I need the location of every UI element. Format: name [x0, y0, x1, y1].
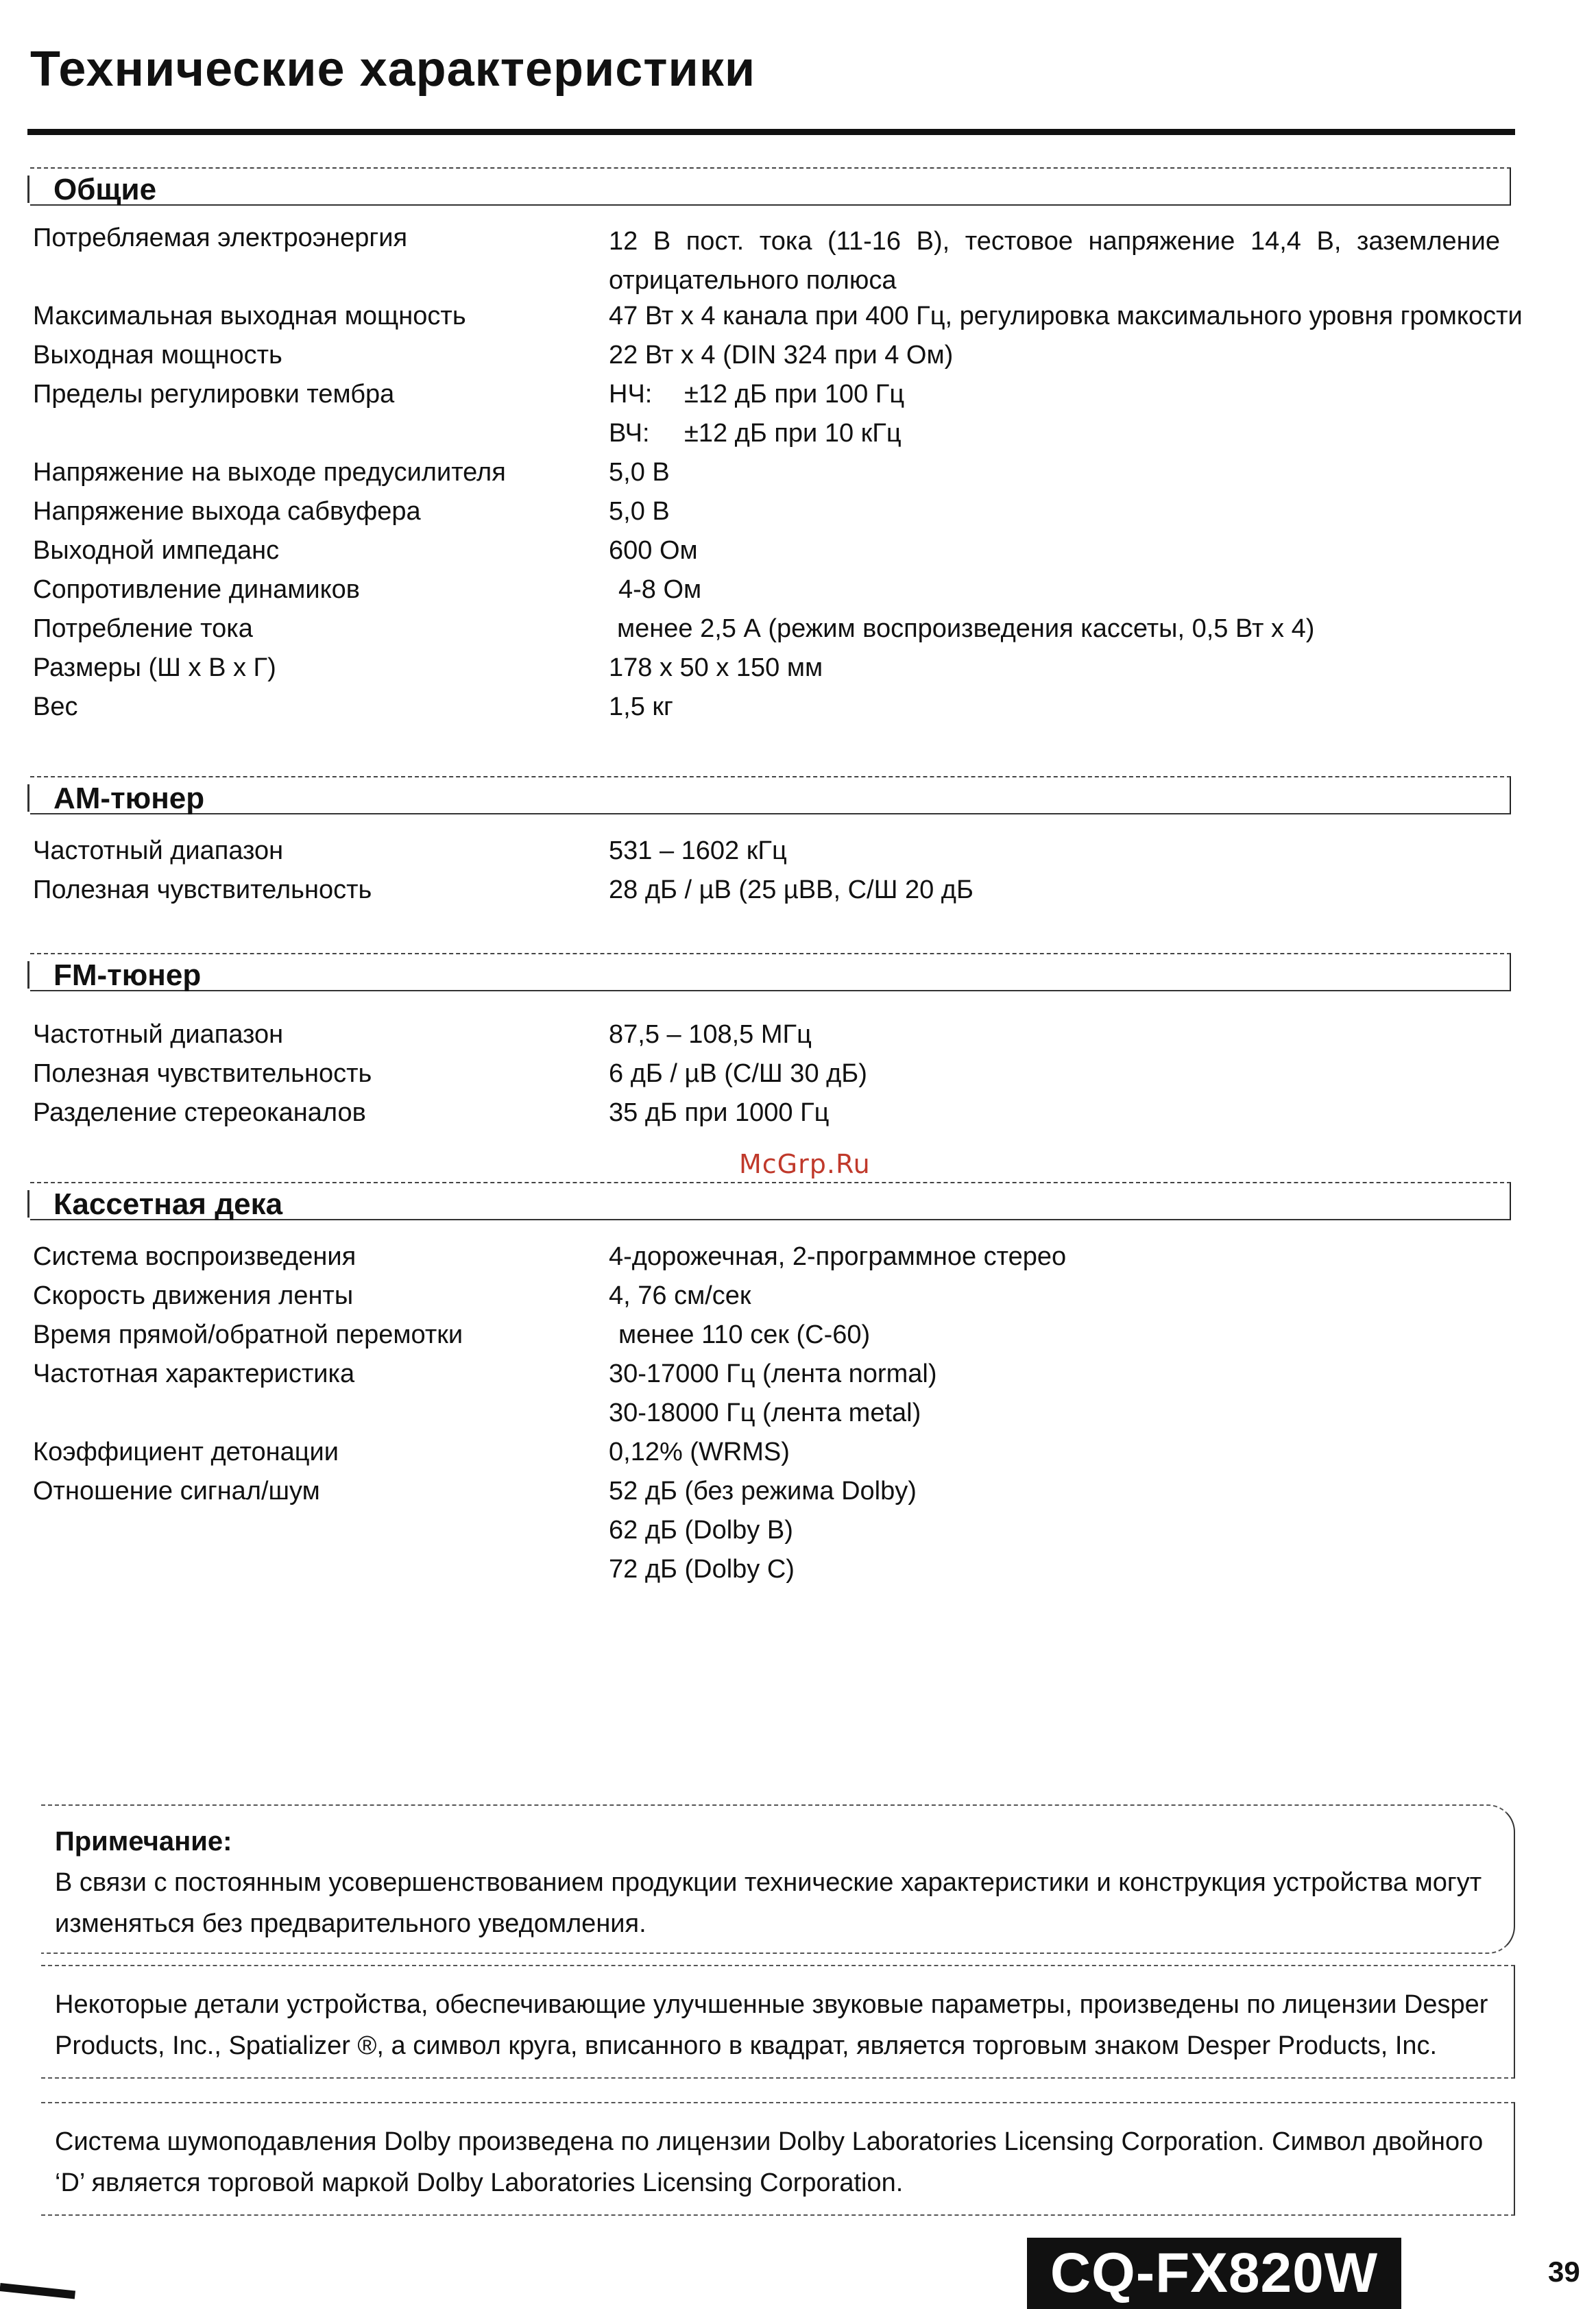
spec-label: Напряжение выхода сабвуфера — [33, 497, 421, 526]
desper-license-box — [41, 1965, 1515, 2079]
bass-label: НЧ: — [609, 380, 653, 409]
spec-row-wind-time — [0, 1320, 1596, 1359]
spec-row-frequency-response-metal — [0, 1399, 1596, 1437]
spec-label: Отношение сигнал/шум — [33, 1477, 320, 1506]
spec-label: Напряжение на выходе предусилителя — [33, 458, 506, 487]
treble-label: ВЧ: — [609, 419, 650, 448]
spec-row-current-drain — [0, 614, 1596, 653]
spec-value: 5,0 В — [609, 458, 670, 487]
spec-value: 35 дБ при 1000 Гц — [609, 1098, 830, 1127]
spec-label: Максимальная выходная мощность — [33, 302, 466, 330]
spec-row-snr-dolby-c — [0, 1555, 1596, 1593]
spec-label: Выходная мощность — [33, 341, 282, 370]
title-rule — [27, 129, 1515, 135]
spec-label: Время прямой/обратной перемотки — [33, 1320, 463, 1349]
spec-row-tone-treble — [0, 419, 1596, 457]
spec-value: 28 дБ / µВ (25 µВВ, С/Ш 20 дБ — [609, 875, 974, 904]
desper-license-text: Некоторые детали устройства, обеспечивающие улучшенные звуковые параметры, произведены по лицензии Desper Products, Inc., Spatializer ®, а символ круга, вписанного в квадрат, является торговым знаком Desper Products, Inc. — [55, 1990, 1488, 2060]
section-general-header — [30, 167, 1511, 206]
spec-row-max-output — [0, 302, 1596, 340]
spec-row-am-frequency — [0, 836, 1596, 875]
spec-row-snr — [0, 1477, 1596, 1515]
spec-value: 47 Вт х 4 канала при 400 Гц, регулировка максимального уровня громкости — [609, 302, 1523, 330]
treble-value: ±12 дБ при 10 кГц — [684, 419, 902, 448]
spec-row-output-impedance — [0, 536, 1596, 575]
corner-mark — [0, 2283, 75, 2299]
spec-row-wow-flutter — [0, 1438, 1596, 1476]
note-title: Примечание: — [55, 1826, 232, 1857]
spec-value: менее 110 сек (С-60) — [618, 1320, 871, 1349]
spec-row-preamp-out — [0, 458, 1596, 496]
spec-value: 52 дБ (без режима Dolby) — [609, 1477, 917, 1506]
spec-label: Вес — [33, 692, 78, 721]
section-cassette-title: Кассетная дека — [53, 1187, 283, 1221]
spec-label: Потребляемая электроэнергия — [33, 223, 408, 252]
spec-row-fm-frequency — [0, 1020, 1596, 1059]
page-title: Технические характеристики — [30, 42, 756, 97]
spec-label: Частотный диапазон — [33, 836, 284, 865]
spec-value: 178 х 50 х 150 мм — [609, 653, 823, 682]
watermark: McGrp.Ru — [739, 1149, 871, 1179]
spec-label: Система воспроизведения — [33, 1242, 356, 1271]
spec-value: 30-17000 Гц (лента normal) — [609, 1359, 937, 1388]
spec-value: 4-8 Ом — [618, 575, 702, 604]
spec-label: Частотный диапазон — [33, 1020, 284, 1049]
dolby-license-box — [41, 2102, 1515, 2216]
spec-row-fm-separation — [0, 1098, 1596, 1137]
spec-label: Размеры (Ш х В х Г) — [33, 653, 276, 682]
spec-value: 72 дБ (Dolby C) — [609, 1555, 795, 1584]
spec-label: Пределы регулировки тембра — [33, 380, 395, 409]
note-box — [41, 1804, 1515, 1954]
section-fm-header — [30, 953, 1511, 991]
spec-row-weight — [0, 692, 1596, 731]
spec-value: 5,0 В — [609, 497, 670, 526]
model-badge: CQ-FX820W — [1027, 2238, 1401, 2309]
spec-value: 600 Ом — [609, 536, 698, 565]
spec-value: 4-дорожечная, 2-программное стерео — [609, 1242, 1067, 1271]
note-text: В связи с постоянным усовершенствованием продукции технические характеристики и конструкция устройства могут изменяться без предварительного уведомления. — [55, 1868, 1482, 1938]
section-general-title: Общие — [53, 173, 157, 206]
spec-label: Выходной импеданс — [33, 536, 280, 565]
spec-label: Коэффициент детонации — [33, 1438, 339, 1466]
spec-row-dimensions — [0, 653, 1596, 692]
section-am-header — [30, 776, 1511, 814]
spec-value: 4, 76 см/сек — [609, 1281, 751, 1310]
spec-value: 62 дБ (Dolby B) — [609, 1516, 793, 1545]
spec-value: 22 Вт х 4 (DIN 324 при 4 Ом) — [609, 341, 954, 370]
spec-value: 87,5 – 108,5 МГц — [609, 1020, 812, 1049]
spec-row-am-sensitivity — [0, 875, 1596, 914]
spec-row-output-power — [0, 341, 1596, 379]
spec-value: 1,5 кг — [609, 692, 673, 721]
spec-row-fm-sensitivity — [0, 1059, 1596, 1098]
page-number: 39 — [1548, 2256, 1580, 2288]
spec-label: Потребление тока — [33, 614, 253, 643]
spec-label: Сопротивление динамиков — [33, 575, 360, 604]
spec-value: 30-18000 Гц (лента metal) — [609, 1399, 921, 1427]
spec-row-snr-dolby-b — [0, 1516, 1596, 1554]
spec-row-playback-system — [0, 1242, 1596, 1281]
spec-value: 0,12% (WRMS) — [609, 1438, 790, 1466]
spec-value: менее 2,5 А (режим воспроизведения кассеты, 0,5 Вт х 4) — [617, 614, 1315, 643]
section-am-title: АМ-тюнер — [53, 782, 205, 815]
spec-value — [609, 419, 902, 448]
spec-label: Частотная характеристика — [33, 1359, 355, 1388]
spec-value — [609, 380, 904, 409]
spec-label: Скорость движения ленты — [33, 1281, 354, 1310]
spec-value: 6 дБ / µВ (С/Ш 30 дБ) — [609, 1059, 867, 1088]
dolby-license-text: Система шумоподавления Dolby произведена по лицензии Dolby Laboratories Licensing Corporation. Символ двойного ‘D’ является торговой маркой Dolby Laboratories Licensing Corporation. — [55, 2127, 1484, 2197]
spec-row-tone-bass — [0, 380, 1596, 418]
spec-row-power-supply — [0, 223, 1596, 295]
bass-value: ±12 дБ при 100 Гц — [684, 380, 905, 409]
spec-label: Разделение стереоканалов — [33, 1098, 366, 1127]
spec-row-speaker-impedance — [0, 575, 1596, 614]
spec-row-frequency-response — [0, 1359, 1596, 1398]
spec-row-tape-speed — [0, 1281, 1596, 1320]
spec-value: 12 В пост. тока (11-16 В), тестовое напряжение 14,4 В, заземление отрицательного полюса — [609, 227, 1500, 295]
spec-value: 531 – 1602 кГц — [609, 836, 787, 865]
spec-label: Полезная чувствительность — [33, 1059, 372, 1088]
spec-label: Полезная чувствительность — [33, 875, 372, 904]
spec-row-subwoofer-out — [0, 497, 1596, 535]
section-cassette-header — [30, 1182, 1511, 1220]
section-fm-title: FM-тюнер — [53, 958, 202, 992]
